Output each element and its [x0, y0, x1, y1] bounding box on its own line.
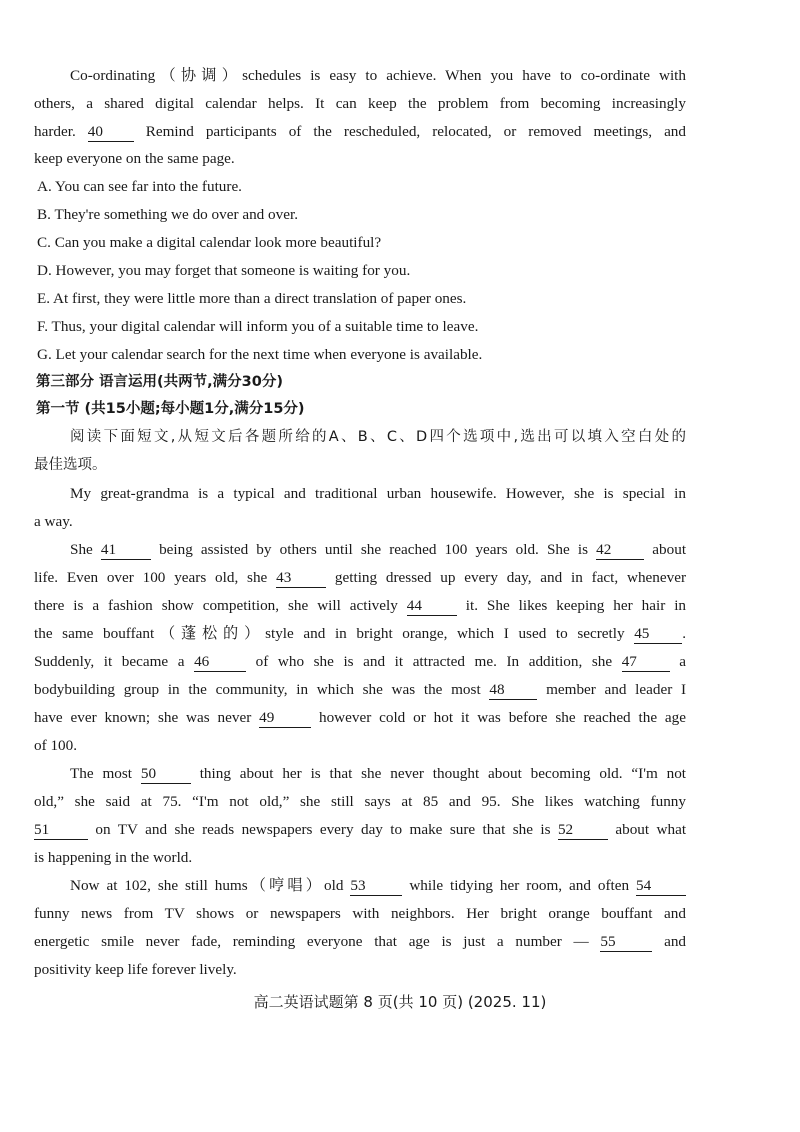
cloze-line [34, 680, 686, 700]
cloze-line: funny news from TV shows or newspapers with neighbors. Her bright orange bouffant and [34, 905, 686, 922]
blank-52: 52 [558, 821, 608, 840]
blank-40: 40 [88, 123, 134, 142]
text: about what [615, 821, 687, 838]
option-f: F. Thus, your digital calendar will inform you of a suitable time to leave. [37, 318, 479, 335]
text: . [682, 625, 686, 642]
cloze-line [34, 596, 686, 616]
text: thing about her is that she never thought about becoming old. “I'm not [199, 765, 687, 782]
text: getting dressed up every day, and in fact, whenever [334, 569, 687, 586]
blank-54: 54 [636, 877, 686, 896]
option-g: G. Let your calendar search for the next time when everyone is available. [37, 346, 483, 363]
page-footer: 高二英语试题第 8 页(共 10 页) (2025. 11) [253, 993, 547, 1011]
instructions-line: 阅读下面短文,从短文后各题所给的A、B、C、D四个选项中,选出可以填入空白处的 [70, 429, 686, 445]
blank-43: 43 [276, 569, 326, 588]
text: Suddenly, it became a [34, 653, 185, 670]
text: there is a fashion show competition, she will actively [34, 597, 398, 614]
text: however cold or hot it was before she reached the age [318, 709, 686, 726]
cloze-line [34, 652, 686, 672]
text: have ever known; she was never [34, 709, 252, 726]
cloze-line [70, 876, 686, 896]
text: Now at 102, she still hums（哼唱）old [70, 877, 344, 894]
blank-41: 41 [101, 541, 151, 560]
blank-51: 51 [34, 821, 88, 840]
cloze-line [34, 568, 686, 588]
blank-42: 42 [596, 541, 644, 560]
text: the same bouffant（蓬松的）style and in bright orange, which I used to secretly [34, 625, 625, 642]
subsection-title: 第一节 (共15小题;每小题1分,满分15分) [36, 401, 305, 417]
text: energetic smile never fade, reminding everyone that age is just a number — [34, 933, 589, 950]
text: it. She likes keeping her hair in [465, 597, 687, 614]
cloze-line [34, 708, 686, 728]
cloze-line: My great-grandma is a typical and traditional urban housewife. However, she is special in [70, 485, 686, 502]
text: being assisted by others until she reached 100 years old. She is [159, 541, 589, 558]
cloze-line [34, 820, 686, 840]
instructions-line: 最佳选项。 [34, 457, 107, 473]
cloze-line [34, 932, 686, 952]
text: bodybuilding group in the community, in which she was the most [34, 681, 481, 698]
text: of who she is and it attracted me. In addition, she [255, 653, 613, 670]
blank-48: 48 [489, 681, 537, 700]
option-c: C. Can you make a digital calendar look more beautiful? [37, 234, 382, 251]
text: about [652, 541, 687, 558]
blank-44: 44 [407, 597, 457, 616]
blank-47: 47 [622, 653, 670, 672]
cloze-line [34, 624, 686, 644]
passage-line: others, a shared digital calendar helps. It can keep the problem from becoming increasingly [34, 95, 686, 112]
text: life. Even over 100 years old, she [34, 569, 268, 586]
option-d: D. However, you may forget that someone is waiting for you. [37, 262, 411, 279]
text: on TV and she reads newspapers every day to make sure that she is [95, 821, 551, 838]
text: The most [70, 765, 132, 782]
cloze-line [70, 764, 686, 784]
passage-line: Co-ordinating（协调）schedules is easy to achieve. When you have to co-ordinate with [70, 67, 686, 84]
cloze-line: old,” she said at 75. “I'm not old,” she still says at 85 and 95. She likes watching funny [34, 793, 686, 810]
blank-46: 46 [194, 653, 246, 672]
blank-50: 50 [141, 765, 191, 784]
text: and [664, 933, 687, 950]
option-e: E. At first, they were little more than a direct translation of paper ones. [37, 290, 467, 307]
passage-line [34, 122, 686, 142]
cloze-line: of 100. [34, 737, 78, 754]
blank-53: 53 [350, 877, 402, 896]
text: Remind participants of the rescheduled, relocated, or removed meetings, and [145, 123, 686, 140]
option-b: B. They're something we do over and over. [37, 206, 299, 223]
blank-55: 55 [600, 933, 652, 952]
section-title: 第三部分 语言运用(共两节,满分30分) [36, 374, 283, 390]
text: a [679, 653, 687, 670]
cloze-line: a way. [34, 513, 73, 530]
text: while tidying her room, and often [409, 877, 630, 894]
cloze-line: positivity keep life forever lively. [34, 961, 237, 978]
blank-49: 49 [259, 709, 311, 728]
text: harder. [34, 123, 76, 140]
option-a: A. You can see far into the future. [37, 178, 242, 195]
cloze-line [70, 540, 686, 560]
cloze-line: is happening in the world. [34, 849, 193, 866]
text: She [70, 541, 93, 558]
text: member and leader I [546, 681, 687, 698]
passage-line: keep everyone on the same page. [34, 150, 235, 167]
blank-45: 45 [634, 625, 682, 644]
